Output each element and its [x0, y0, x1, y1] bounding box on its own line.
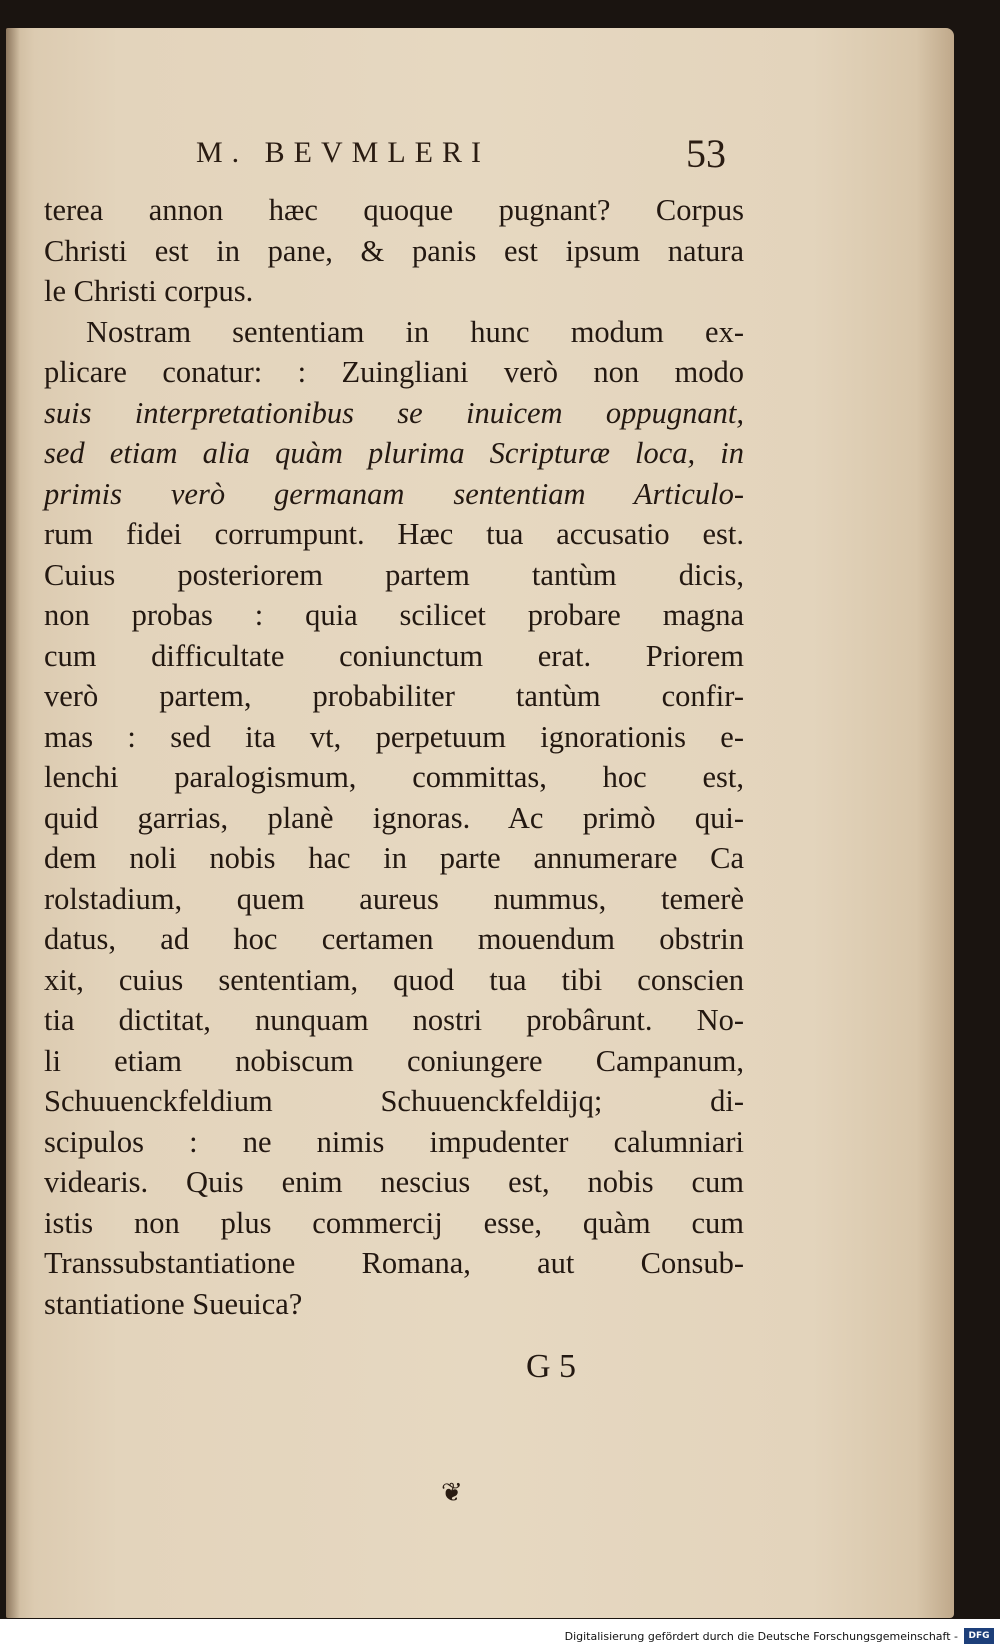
text-line: xit, cuius sententiam, quod tua tibi conscien [44, 962, 744, 997]
text-line-italic: suis interpretationibus se inuicem oppugnant, [44, 395, 744, 430]
text-line: Cuius posteriorem partem tantùm dicis, [44, 557, 744, 592]
text-line: istis non plus commercij esse, quàm cum [44, 1205, 744, 1240]
text-line: datus, ad hoc certamen mouendum obstrin [44, 922, 744, 956]
text-line: plicare conatur: : Zuingliani verò non modo [44, 355, 744, 389]
text-line: non probas : quia scilicet probare magna [44, 598, 744, 632]
text-line: Nostram sententiam in hunc modum ex- [86, 314, 744, 349]
funding-credit: Digitalisierung gefördert durch die Deutsche Forschungsgemeinschaft - [564, 1630, 958, 1643]
book-page [6, 28, 954, 1618]
page-number: 53 [686, 131, 726, 176]
running-head [46, 112, 746, 176]
text-line: cum difficultate coniunctum erat. Priorem [44, 638, 744, 673]
text-line: scipulos : ne nimis impudenter calumniari [44, 1124, 744, 1159]
text-line: le Christi corpus. [44, 274, 254, 308]
text-line: li etiam nobiscum coniungere Campanum, [44, 1043, 744, 1078]
text-line: Schuuenckfeldium Schuuenckfeldijq; di- [44, 1084, 744, 1118]
fleuron-icon: ❦ [441, 1478, 463, 1508]
footer-bar [0, 1619, 1000, 1649]
dfg-logo: DFG [964, 1628, 994, 1644]
gutter-shadow [6, 28, 20, 1618]
text-line: rolstadium, quem aureus nummus, temerè [44, 881, 744, 916]
text-line: tia dictitat, nunquam nostri probârunt. No- [44, 1003, 744, 1037]
signature-mark: G 5 [526, 1348, 577, 1385]
text-line: mas : sed ita vt, perpetuum ignorationis e- [44, 719, 744, 754]
text-line: rum fidei corrumpunt. Hæc tua accusatio est. [44, 517, 744, 551]
text-line: verò partem, probabiliter tantùm confir- [44, 679, 744, 713]
text-line: dem noli nobis hac in parte annumerare Ca [44, 841, 744, 875]
text-line: stantiatione Sueuica? [44, 1286, 303, 1321]
text-line-italic: primis verò germanam sententiam Articulo- [44, 476, 744, 511]
text-line: Transsubstantiatione Romana, aut Consub- [44, 1246, 744, 1280]
text-line: terea annon hæc quoque pugnant? Corpus [44, 193, 744, 227]
text-line: Christi est in pane, & panis est ipsum natura [44, 233, 744, 268]
text-line-italic: sed etiam alia quàm plurima Scripturæ loca, in [44, 436, 744, 470]
body-text [44, 190, 744, 1324]
running-title: M. BEVMLERI [196, 136, 490, 169]
text-line: lenchi paralogismum, committas, hoc est, [44, 760, 744, 794]
text-line: videaris. Quis enim nescius est, nobis cum [44, 1165, 744, 1199]
text-line: quid garrias, planè ignoras. Ac primò qui- [44, 800, 744, 835]
